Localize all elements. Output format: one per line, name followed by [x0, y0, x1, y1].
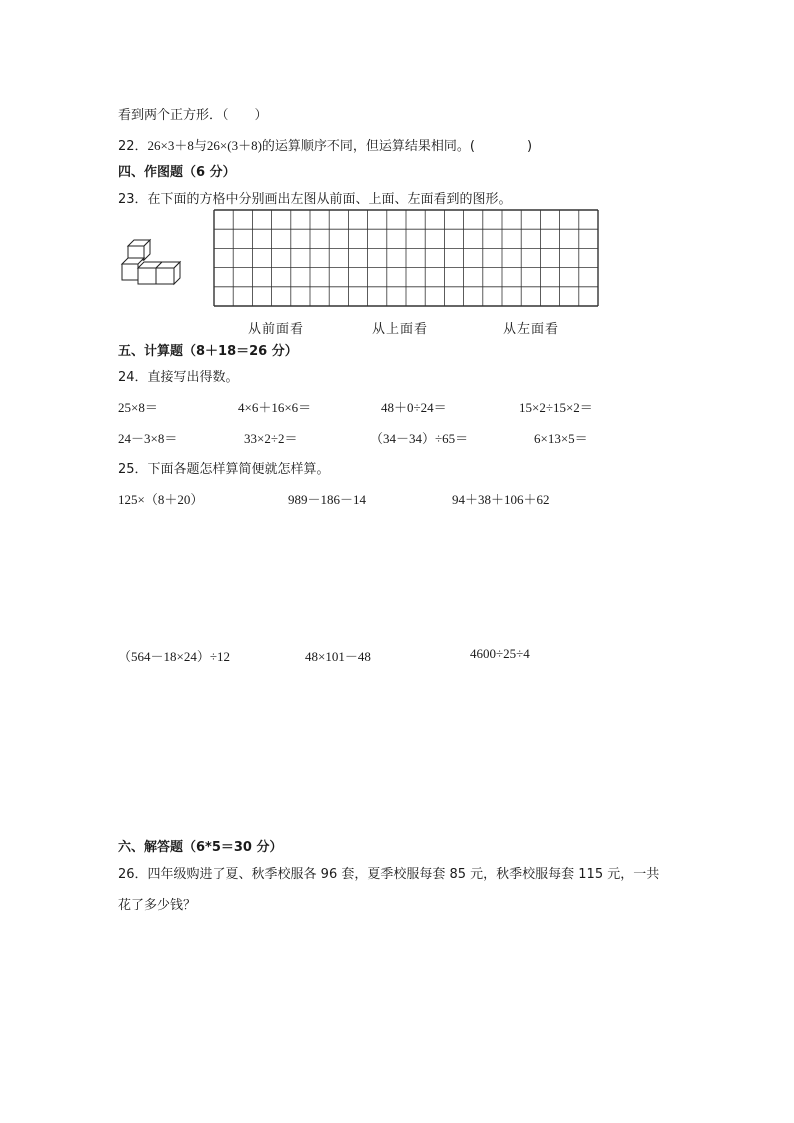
q24-item: 48＋0÷24＝	[381, 400, 447, 415]
q24-item: 24－3×8＝	[118, 431, 178, 446]
q24-item: 6×13×5＝	[534, 431, 588, 446]
q26-line1: 26．四年级购进了夏、秋季校服各 96 套，夏季校服每套 85 元，秋季校服每套 115 元，一共	[118, 867, 660, 882]
q21-tail: 看到两个正方形．（ ）	[118, 108, 268, 123]
q25-prompt: 25．下面各题怎样算简便就怎样算。	[118, 462, 330, 477]
section4-title: 四、作图题（6 分）	[118, 165, 236, 180]
q24-prompt: 24．直接写出得数。	[118, 370, 239, 385]
q22-expr-b: 26×(3＋8)	[206, 138, 262, 153]
q25-item: （564－18×24）÷12	[118, 649, 230, 664]
q24-item: 4×6＋16×6＝	[238, 400, 312, 415]
q26-line2: 花了多少钱？	[118, 898, 197, 913]
q22-expr-a: 26×3＋8	[147, 138, 194, 153]
q25-item: 989－186－14	[288, 492, 367, 507]
view-label-front: 从前面看	[248, 322, 305, 337]
q23-prompt: 23．在下面的方格中分别画出左图从前面、上面、左面看到的图形。	[118, 192, 512, 207]
cube-figure	[118, 238, 194, 290]
q22	[118, 135, 532, 154]
view-label-top: 从上面看	[372, 322, 429, 337]
view-label-left: 从左面看	[503, 322, 560, 337]
q25-item: 48×101－48	[305, 649, 371, 664]
q22-text: 的运算顺序不同，但运算结果相同。( )	[261, 139, 533, 154]
q25-item: 94＋38＋106＋62	[452, 492, 550, 507]
q24-item: 25×8＝	[118, 400, 158, 415]
drawing-grid[interactable]	[213, 209, 599, 313]
q25-item: 4600÷25÷4	[470, 646, 530, 661]
q24-item: 33×2÷2＝	[244, 431, 298, 446]
q25-item: 125×（8＋20）	[118, 492, 204, 507]
section5-title: 五、计算题（8＋18＝26 分）	[118, 344, 298, 359]
q24-item: （34－34）÷65＝	[370, 431, 469, 446]
q24-item: 15×2÷15×2＝	[519, 400, 593, 415]
section6-title: 六、解答题（6*5＝30 分）	[118, 840, 283, 855]
q22-number: 22．	[118, 139, 148, 154]
q22-joiner: 与	[193, 139, 207, 154]
